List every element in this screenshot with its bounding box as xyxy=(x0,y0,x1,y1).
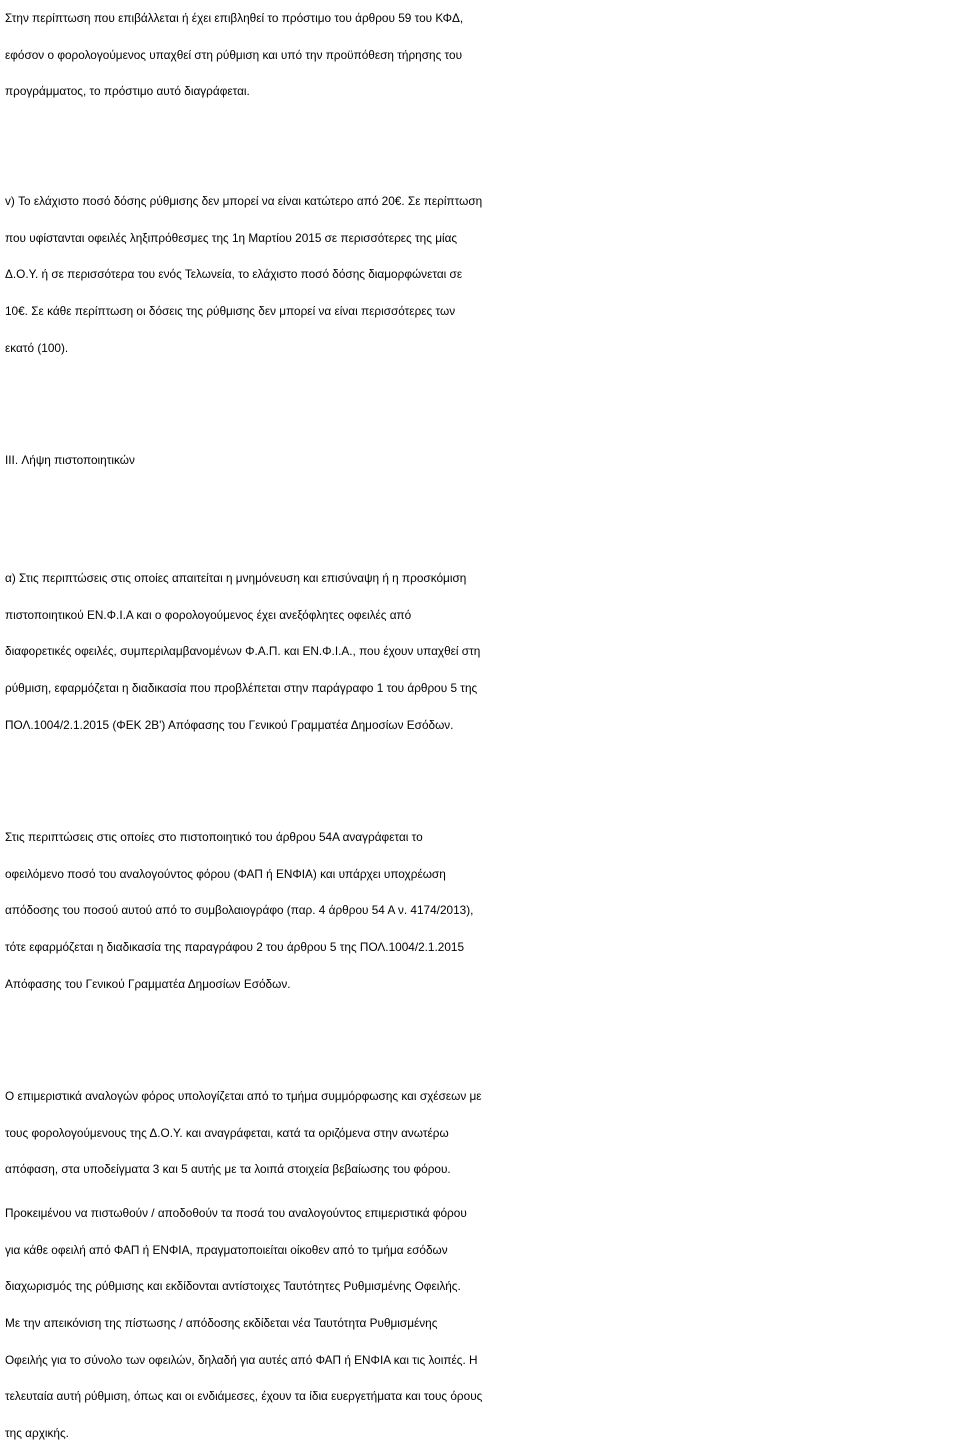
text-line: τελευταία αυτή ρύθμιση, όπως και οι ενδιάμεσες, έχουν τα ίδια ευεργετήματα και τους όρους xyxy=(5,1389,483,1404)
text-line: Ο επιμεριστικά αναλογών φόρος υπολογίζεται από το τμήμα συμμόρφωσης και σχέσεων με xyxy=(5,1089,482,1103)
text-line: για κάθε οφειλή από ΦΑΠ ή ΕΝΦΙΑ, πραγματοποιείται οίκοθεν από το τμήμα εσόδων xyxy=(5,1242,448,1257)
text-line: Στην περίπτωση που επιβάλλεται ή έχει επιβληθεί το πρόστιμο του άρθρου 59 του ΚΦΔ, xyxy=(5,11,464,25)
text-line: ρύθμιση, εφαρμόζεται η διαδικασία που προβλέπεται στην παράγραφο 1 του άρθρου 5 της xyxy=(5,681,478,696)
paragraph-item-v-min-installment xyxy=(5,183,955,366)
text-line: απόφαση, στα υποδείγματα 3 και 5 αυτής με τα λοιπά στοιχεία βεβαίωσης του φόρου. xyxy=(5,1162,451,1177)
text-line: τους φορολογούμενους της Δ.Ο.Υ. και αναγράφεται, κατά τα οριζόμενα στην ανωτέρω xyxy=(5,1125,449,1140)
text-line: Οφειλής για το σύνολο των οφειλών, δηλαδή για αυτές από ΦΑΠ ή ΕΝΦΙΑ και τις λοιπές. Η xyxy=(5,1352,478,1367)
text-line: οφειλόμενο ποσό του αναλογούντος φόρου (ΦΑΠ ή ΕΝΦΙΑ) και υπάρχει υποχρέωση xyxy=(5,866,446,881)
paragraph-item-a-certificates xyxy=(5,560,955,743)
text-line: Δ.Ο.Υ. ή σε περισσότερα του ενός Τελωνεία, το ελάχιστο ποσό δόσης διαμορφώνεται σε xyxy=(5,267,463,282)
section-heading: III. Λήψη πιστοποιητικών xyxy=(5,453,135,467)
paragraph-penalty-note xyxy=(5,0,955,110)
text-line: απόδοσης του ποσού αυτού από το συμβολαιογράφο (παρ. 4 άρθρου 54 Α ν. 4174/2013), xyxy=(5,903,474,918)
text-line: που υφίστανται οφειλές ληξιπρόθεσμες της 1η Μαρτίου 2015 σε περισσότερες της μίας xyxy=(5,230,458,245)
text-line: Στις περιπτώσεις στις οποίες στο πιστοποιητικό του άρθρου 54Α αναγράφεται το xyxy=(5,830,423,844)
text-line: Προκειμένου να πιστωθούν / αποδοθούν τα ποσά του αναλογούντος επιμεριστικά φόρου xyxy=(5,1206,467,1220)
text-line: της αρχικής. xyxy=(5,1426,69,1441)
text-line: 10€. Σε κάθε περίπτωση οι δόσεις της ρύθμισης δεν μπορεί να είναι περισσότερες των xyxy=(5,304,456,319)
text-line: εκατό (100). xyxy=(5,340,69,355)
text-line: ΠΟΛ.1004/2.1.2015 (ΦΕΚ 2Β') Απόφασης του Γενικού Γραμματέα Δημοσίων Εσόδων. xyxy=(5,717,454,732)
text-line: α) Στις περιπτώσεις στις οποίες απαιτείται η μνημόνευση και επισύναψη ή η προσκόμιση xyxy=(5,571,467,585)
text-line: Με την απεικόνιση της πίστωσης / απόδοσης εκδίδεται νέα Ταυτότητα Ρυθμισμένης xyxy=(5,1316,438,1331)
text-line: διαφορετικές οφειλές, συμπεριλαμβανομένων Φ.Α.Π. και ΕΝ.Φ.Ι.Α., που έχουν υπαχθεί στη xyxy=(5,644,481,659)
text-line: Απόφασης του Γενικού Γραμματέα Δημοσίων Εσόδων. xyxy=(5,976,291,991)
text-line: προγράμματος, το πρόστιμο αυτό διαγράφεται. xyxy=(5,84,250,99)
paragraph-crediting-payments xyxy=(5,1195,955,1452)
text-line: v) Το ελάχιστο ποσό δόσης ρύθμισης δεν μπορεί να είναι κατώτερο από 20€. Σε περίπτωση xyxy=(5,194,483,208)
text-line: τότε εφαρμόζεται η διαδικασία της παραγράφου 2 του άρθρου 5 της ΠΟΛ.1004/2.1.2015 xyxy=(5,940,465,955)
text-line: διαχωρισμός της ρύθμισης και εκδίδονται αντίστοιχες Ταυτότητες Ρυθμισμένης Οφειλής. xyxy=(5,1279,461,1294)
text-line: πιστοποιητικού ΕΝ.Φ.Ι.Α και ο φορολογούμενος έχει ανεξόφλητες οφειλές από xyxy=(5,607,412,622)
text-line: εφόσον ο φορολογούμενος υπαχθεί στη ρύθμιση και υπό την προϋπόθεση τήρησης του xyxy=(5,47,463,62)
paragraph-article-54a-cases xyxy=(5,819,955,1002)
section-heading-certificates xyxy=(5,442,955,479)
paragraph-proportional-tax xyxy=(5,1078,955,1188)
